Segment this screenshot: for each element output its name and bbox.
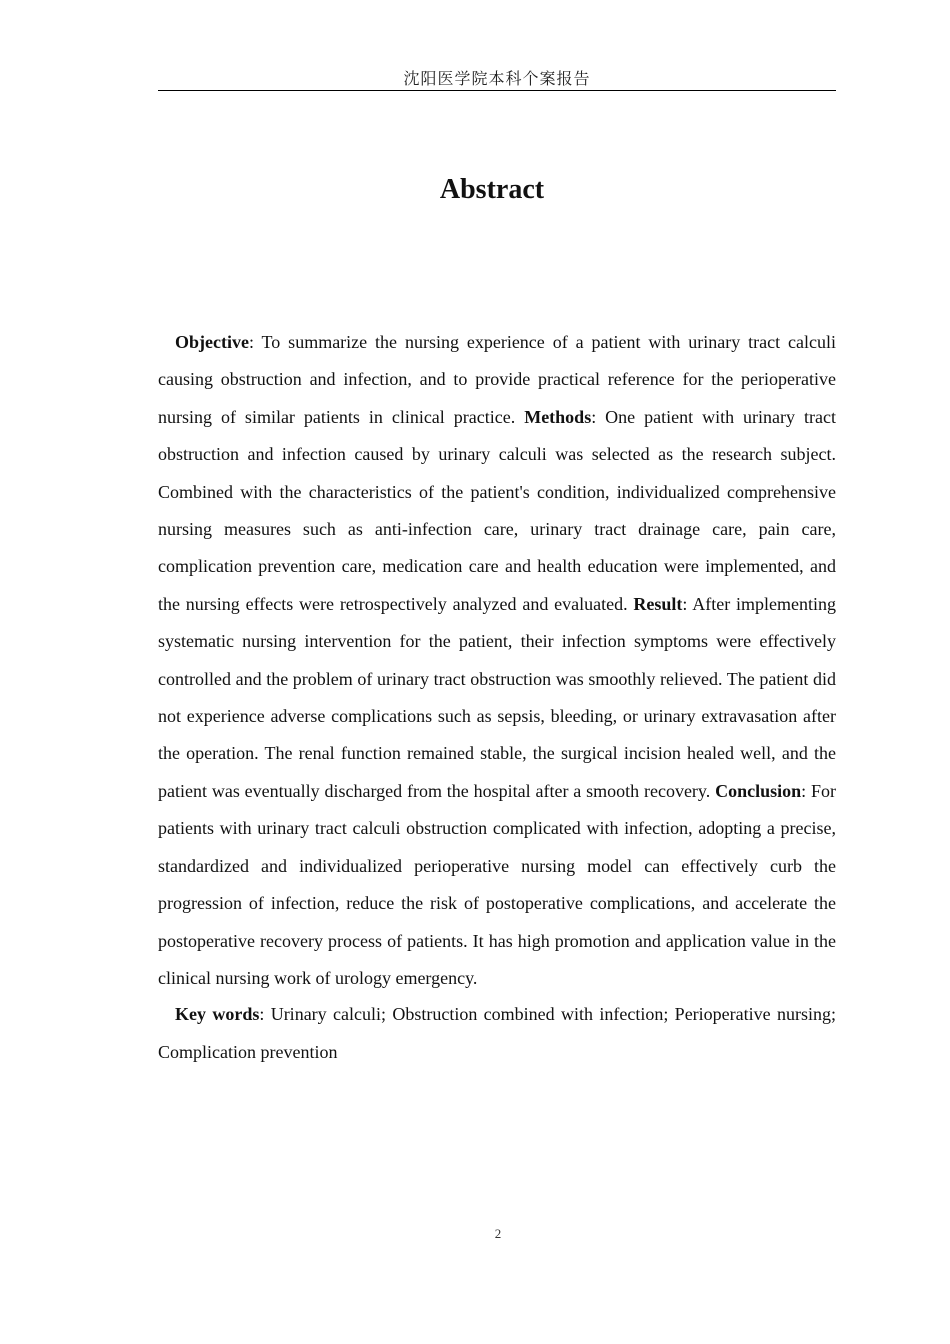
page-number: 2 — [494, 1226, 502, 1241]
abstract-body — [158, 324, 836, 1071]
running-header: 沈阳医学院本科个案报告 — [158, 68, 836, 91]
result-label: Result — [633, 593, 683, 614]
methods-text: : One patient with urinary tract obstruction and infection caused by urinary calculi was selected as the research subject. Combined with the characteristics of the patient's condition, individualized comprehensive nursing measures such as anti-infection care, urinary tract drainage care, pain care, complication prevention care, medication care and health education were implemented, and the nursing effects were retrospectively analyzed and evaluated. — [158, 406, 836, 614]
keywords-label: Key words — [175, 1004, 260, 1025]
result-text: : After implementing systematic nursing intervention for the patient, their infection symptoms were effectively controlled and the problem of urinary tract obstruction was smoothly relieved. The patient did not experience adverse complications such as sepsis, bleeding, or urinary extravasation after the operation. The renal function remained stable, the surgical incision healed well, and the patient was eventually discharged from the hospital after a smooth recovery. — [158, 593, 836, 801]
objective-label: Objective — [175, 332, 249, 352]
abstract-paragraph — [158, 324, 836, 997]
keywords-paragraph — [158, 996, 836, 1071]
conclusion-label: Conclusion — [715, 780, 802, 801]
conclusion-text: : For patients with urinary tract calculi obstruction complicated with infection, adopting a precise, standardized and individualized perioperative nursing model can effectively curb the progression of infection, reduce the risk of postoperative complications, and accelerate the postoperative recovery process of patients. It has high promotion and application value in the clinical nursing work of urology emergency. — [158, 780, 836, 988]
keywords-text: : Urinary calculi; Obstruction combined with infection; Perioperative nursing; Complication prevention — [158, 1004, 836, 1062]
methods-label: Methods — [524, 406, 592, 427]
objective-text: : To summarize the nursing experience of a patient with urinary tract calculi causing obstruction and infection, and to provide practical reference for the perioperative nursing of similar patients in clinical practice. — [158, 332, 836, 427]
abstract-title: Abstract — [439, 174, 545, 205]
